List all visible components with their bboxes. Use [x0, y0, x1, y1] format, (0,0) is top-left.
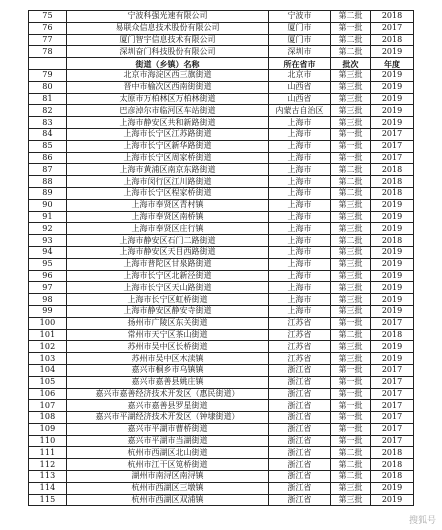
name-cell: 嘉兴市平湖市当湖街道 — [67, 435, 269, 447]
table-row — [29, 34, 414, 46]
num-cell: 92 — [29, 223, 67, 235]
num-cell: 93 — [29, 235, 67, 247]
table-row — [29, 305, 414, 317]
batch-cell: 第二批 — [331, 235, 371, 247]
year-cell: 2018 — [371, 459, 414, 471]
batch-cell: 第一批 — [331, 152, 371, 164]
name-cell: 嘉兴市嘉善经济技术开发区（惠民街道） — [67, 388, 269, 400]
num-cell: 100 — [29, 317, 67, 329]
num-cell: 110 — [29, 435, 67, 447]
year-cell: 2017 — [371, 400, 414, 412]
year-cell: 2019 — [371, 353, 414, 365]
num-cell: 78 — [29, 46, 67, 58]
num-cell: 102 — [29, 341, 67, 353]
batch-cell: 第一批 — [331, 22, 371, 34]
year-cell: 2018 — [371, 34, 414, 46]
num-cell: 108 — [29, 412, 67, 424]
name-cell: 上海市静安区静安寺街道 — [67, 305, 269, 317]
year-cell: 2017 — [371, 423, 414, 435]
province-cell: 江苏省 — [269, 341, 331, 353]
name-cell: 湖州市南浔区南浔镇 — [67, 471, 269, 483]
batch-cell: 第一批 — [331, 376, 371, 388]
table-row — [29, 11, 414, 23]
table-header-row — [29, 58, 414, 70]
year-cell: 2019 — [371, 305, 414, 317]
table-row — [29, 270, 414, 282]
name-cell: 深圳奋门科技股份有限公司 — [67, 46, 269, 58]
table-row — [29, 46, 414, 58]
name-cell: 嘉兴市嘉善县姚庄镇 — [67, 376, 269, 388]
year-cell: 2018 — [371, 176, 414, 188]
header-name-cell: 街道（乡镇）名称 — [67, 58, 269, 70]
name-cell: 北京市海淀区西三旗街道 — [67, 69, 269, 81]
province-cell: 上海市 — [269, 258, 331, 270]
name-cell: 杭州市西湖区双浦镇 — [67, 494, 269, 506]
num-cell: 79 — [29, 69, 67, 81]
name-cell: 杭州市江干区笕桥街道 — [67, 459, 269, 471]
num-cell: 114 — [29, 482, 67, 494]
table-row — [29, 447, 414, 459]
batch-cell: 第二批 — [331, 187, 371, 199]
num-cell: 90 — [29, 199, 67, 211]
year-cell: 2017 — [371, 364, 414, 376]
province-cell: 上海市 — [269, 152, 331, 164]
batch-cell: 第二批 — [331, 34, 371, 46]
batch-cell: 第一批 — [331, 423, 371, 435]
batch-cell: 第二批 — [331, 471, 371, 483]
num-cell: 105 — [29, 376, 67, 388]
year-cell: 2018 — [371, 11, 414, 23]
batch-cell: 第三批 — [331, 93, 371, 105]
name-cell: 上海市长宁区周家桥街道 — [67, 152, 269, 164]
name-cell: 宁波科强光速有限公司 — [67, 11, 269, 23]
name-cell: 苏州市吴中区木渎镇 — [67, 353, 269, 365]
name-cell: 嘉兴市嘉善县罗星街道 — [67, 400, 269, 412]
province-cell: 浙江省 — [269, 459, 331, 471]
province-cell: 浙江省 — [269, 494, 331, 506]
province-cell: 江苏省 — [269, 329, 331, 341]
batch-cell: 第三批 — [331, 270, 371, 282]
batch-cell: 第三批 — [331, 246, 371, 258]
table-row — [29, 164, 414, 176]
year-cell: 2017 — [371, 388, 414, 400]
name-cell: 上海市长宁区新华路街道 — [67, 140, 269, 152]
name-cell: 上海市长宁区虹桥街道 — [67, 294, 269, 306]
num-cell: 94 — [29, 246, 67, 258]
province-cell: 厦门市 — [269, 34, 331, 46]
name-cell: 上海市长宁区天山路街道 — [67, 282, 269, 294]
batch-cell: 第一批 — [331, 364, 371, 376]
year-cell: 2017 — [371, 22, 414, 34]
batch-cell: 第三批 — [331, 211, 371, 223]
year-cell: 2019 — [371, 341, 414, 353]
year-cell: 2017 — [371, 376, 414, 388]
province-cell: 上海市 — [269, 305, 331, 317]
province-cell: 浙江省 — [269, 364, 331, 376]
header-batch-cell: 批次 — [331, 58, 371, 70]
batch-cell: 第二批 — [331, 459, 371, 471]
table-row — [29, 81, 414, 93]
batch-cell: 第三批 — [331, 105, 371, 117]
province-cell: 上海市 — [269, 140, 331, 152]
table-row — [29, 140, 414, 152]
num-cell: 81 — [29, 93, 67, 105]
name-cell: 上海市长宁区江苏路街道 — [67, 128, 269, 140]
batch-cell: 第三批 — [331, 494, 371, 506]
batch-cell: 第三批 — [331, 341, 371, 353]
year-cell: 2019 — [371, 69, 414, 81]
year-cell: 2017 — [371, 140, 414, 152]
num-cell: 95 — [29, 258, 67, 270]
year-cell: 2017 — [371, 152, 414, 164]
batch-cell: 第一批 — [331, 400, 371, 412]
year-cell: 2018 — [371, 329, 414, 341]
name-cell: 上海市闵行区江川路街道 — [67, 176, 269, 188]
province-cell: 江苏省 — [269, 317, 331, 329]
province-cell: 上海市 — [269, 117, 331, 129]
year-cell: 2019 — [371, 117, 414, 129]
num-cell: 96 — [29, 270, 67, 282]
batch-cell: 第二批 — [331, 329, 371, 341]
table-row — [29, 329, 414, 341]
table-row — [29, 93, 414, 105]
table-row — [29, 152, 414, 164]
name-cell: 嘉兴市桐乡市乌镇镇 — [67, 364, 269, 376]
batch-cell: 第一批 — [331, 435, 371, 447]
num-cell: 103 — [29, 353, 67, 365]
province-cell: 浙江省 — [269, 482, 331, 494]
province-cell: 上海市 — [269, 282, 331, 294]
year-cell: 2019 — [371, 93, 414, 105]
batch-cell: 第一批 — [331, 140, 371, 152]
num-cell: 99 — [29, 305, 67, 317]
year-cell: 2019 — [371, 223, 414, 235]
table-row — [29, 176, 414, 188]
header-num-cell — [29, 58, 67, 70]
batch-cell: 第三批 — [331, 199, 371, 211]
year-cell: 2017 — [371, 317, 414, 329]
num-cell: 82 — [29, 105, 67, 117]
num-cell: 88 — [29, 176, 67, 188]
company-rows — [29, 11, 414, 58]
name-cell: 杭州市西湖区三墩镇 — [67, 482, 269, 494]
province-cell: 内蒙古自治区 — [269, 105, 331, 117]
table-row — [29, 317, 414, 329]
year-cell: 2018 — [371, 447, 414, 459]
name-cell: 上海市静安区共和新路街道 — [67, 117, 269, 129]
batch-cell: 第二批 — [331, 46, 371, 58]
table-row — [29, 235, 414, 247]
province-cell: 浙江省 — [269, 400, 331, 412]
num-cell: 87 — [29, 164, 67, 176]
batch-cell: 第一批 — [331, 128, 371, 140]
province-cell: 山西省 — [269, 93, 331, 105]
num-cell: 80 — [29, 81, 67, 93]
table-row — [29, 412, 414, 424]
num-cell: 76 — [29, 22, 67, 34]
num-cell: 97 — [29, 282, 67, 294]
province-cell: 山西省 — [269, 81, 331, 93]
province-cell: 上海市 — [269, 187, 331, 199]
year-cell: 2019 — [371, 81, 414, 93]
name-cell: 晋中市榆次区西南街街道 — [67, 81, 269, 93]
province-cell: 深圳市 — [269, 46, 331, 58]
province-cell: 上海市 — [269, 270, 331, 282]
batch-cell: 第三批 — [331, 305, 371, 317]
year-cell: 2018 — [371, 187, 414, 199]
table-row — [29, 69, 414, 81]
province-cell: 北京市 — [269, 69, 331, 81]
province-cell: 浙江省 — [269, 447, 331, 459]
batch-cell: 第三批 — [331, 117, 371, 129]
table-row — [29, 282, 414, 294]
table-row — [29, 400, 414, 412]
table-row — [29, 388, 414, 400]
year-cell: 2017 — [371, 435, 414, 447]
num-cell: 101 — [29, 329, 67, 341]
province-cell: 浙江省 — [269, 471, 331, 483]
header-province-cell: 所在省市 — [269, 58, 331, 70]
name-cell: 嘉兴市平湖市曹桥街道 — [67, 423, 269, 435]
year-cell: 2019 — [371, 211, 414, 223]
batch-cell: 第二批 — [331, 176, 371, 188]
table-row — [29, 435, 414, 447]
num-cell: 75 — [29, 11, 67, 23]
table-row — [29, 246, 414, 258]
num-cell: 106 — [29, 388, 67, 400]
batch-cell: 第三批 — [331, 258, 371, 270]
name-cell: 巴彦淖尔市临河区车站街道 — [67, 105, 269, 117]
batch-cell: 第三批 — [331, 81, 371, 93]
batch-cell: 第一批 — [331, 317, 371, 329]
table-row — [29, 128, 414, 140]
num-cell: 113 — [29, 471, 67, 483]
province-cell: 上海市 — [269, 211, 331, 223]
year-cell: 2019 — [371, 294, 414, 306]
batch-cell: 第三批 — [331, 482, 371, 494]
num-cell: 112 — [29, 459, 67, 471]
year-cell: 2019 — [371, 199, 414, 211]
list-table — [28, 10, 414, 506]
num-cell: 84 — [29, 128, 67, 140]
year-cell: 2019 — [371, 282, 414, 294]
batch-cell: 第三批 — [331, 223, 371, 235]
name-cell: 杭州市西湖区北山街道 — [67, 447, 269, 459]
num-cell: 98 — [29, 294, 67, 306]
name-cell: 苏州市吴中区长桥街道 — [67, 341, 269, 353]
name-cell: 太原市万柏林区万柏林街道 — [67, 93, 269, 105]
year-cell: 2019 — [371, 494, 414, 506]
table-row — [29, 341, 414, 353]
year-cell: 2017 — [371, 128, 414, 140]
name-cell: 上海市奉贤区庄行镇 — [67, 223, 269, 235]
num-cell: 91 — [29, 211, 67, 223]
province-cell: 浙江省 — [269, 412, 331, 424]
table-row — [29, 353, 414, 365]
district-rows — [29, 69, 414, 505]
province-cell: 浙江省 — [269, 435, 331, 447]
table-row — [29, 459, 414, 471]
table-row — [29, 211, 414, 223]
province-cell: 厦门市 — [269, 22, 331, 34]
watermark: 搜狐号 — [408, 516, 436, 526]
name-cell: 扬州市广陵区东关街道 — [67, 317, 269, 329]
province-cell: 宁波市 — [269, 11, 331, 23]
year-cell: 2019 — [371, 105, 414, 117]
batch-cell: 第二批 — [331, 447, 371, 459]
num-cell: 111 — [29, 447, 67, 459]
name-cell: 上海市长宁区程家桥街道 — [67, 187, 269, 199]
table-row — [29, 294, 414, 306]
year-cell: 2017 — [371, 412, 414, 424]
num-cell: 107 — [29, 400, 67, 412]
province-cell: 上海市 — [269, 128, 331, 140]
table-row — [29, 105, 414, 117]
province-cell: 上海市 — [269, 199, 331, 211]
year-cell: 2019 — [371, 46, 414, 58]
num-cell: 85 — [29, 140, 67, 152]
name-cell: 上海市静安区天目西路街道 — [67, 246, 269, 258]
year-cell: 2018 — [371, 235, 414, 247]
batch-cell: 第三批 — [331, 69, 371, 81]
num-cell: 115 — [29, 494, 67, 506]
year-cell: 2019 — [371, 258, 414, 270]
table-row — [29, 494, 414, 506]
province-cell: 上海市 — [269, 223, 331, 235]
name-cell: 上海市奉贤区青村镇 — [67, 199, 269, 211]
batch-cell: 第三批 — [331, 353, 371, 365]
name-cell: 上海市静安区石门二路街道 — [67, 235, 269, 247]
province-cell: 上海市 — [269, 294, 331, 306]
name-cell: 上海市奉贤区南桥镇 — [67, 211, 269, 223]
num-cell: 86 — [29, 152, 67, 164]
num-cell: 77 — [29, 34, 67, 46]
province-cell: 浙江省 — [269, 388, 331, 400]
table-row — [29, 258, 414, 270]
batch-cell: 第二批 — [331, 11, 371, 23]
num-cell: 89 — [29, 187, 67, 199]
table-row — [29, 223, 414, 235]
province-cell: 上海市 — [269, 164, 331, 176]
province-cell: 上海市 — [269, 235, 331, 247]
batch-cell: 第一批 — [331, 412, 371, 424]
year-cell: 2019 — [371, 482, 414, 494]
table-row — [29, 482, 414, 494]
batch-cell: 第三批 — [331, 294, 371, 306]
batch-cell: 第三批 — [331, 282, 371, 294]
table-row — [29, 22, 414, 34]
name-cell: 嘉兴市平湖经济技术开发区（钟埭街道） — [67, 412, 269, 424]
name-cell: 常州市天宁区茶山街道 — [67, 329, 269, 341]
table-row — [29, 199, 414, 211]
num-cell: 83 — [29, 117, 67, 129]
province-cell: 江苏省 — [269, 353, 331, 365]
table-row — [29, 423, 414, 435]
province-cell: 上海市 — [269, 246, 331, 258]
table-row — [29, 117, 414, 129]
name-cell: 上海市长宁区北新泾街道 — [67, 270, 269, 282]
province-cell: 上海市 — [269, 176, 331, 188]
header-year-cell: 年度 — [371, 58, 414, 70]
table-row — [29, 471, 414, 483]
table-row — [29, 376, 414, 388]
province-cell: 浙江省 — [269, 376, 331, 388]
year-cell: 2019 — [371, 246, 414, 258]
table-header-group — [29, 58, 414, 70]
num-cell: 104 — [29, 364, 67, 376]
year-cell: 2019 — [371, 270, 414, 282]
name-cell: 易联众信息技术股份有限公司 — [67, 22, 269, 34]
name-cell: 上海市黄浦区南京东路街道 — [67, 164, 269, 176]
batch-cell: 第一批 — [331, 388, 371, 400]
batch-cell: 第二批 — [331, 164, 371, 176]
year-cell: 2018 — [371, 164, 414, 176]
province-cell: 浙江省 — [269, 423, 331, 435]
year-cell: 2018 — [371, 471, 414, 483]
num-cell: 109 — [29, 423, 67, 435]
name-cell: 上海市普陀区甘泉路街道 — [67, 258, 269, 270]
table-row — [29, 187, 414, 199]
name-cell: 厦门智宇信息技术有限公司 — [67, 34, 269, 46]
table-row — [29, 364, 414, 376]
